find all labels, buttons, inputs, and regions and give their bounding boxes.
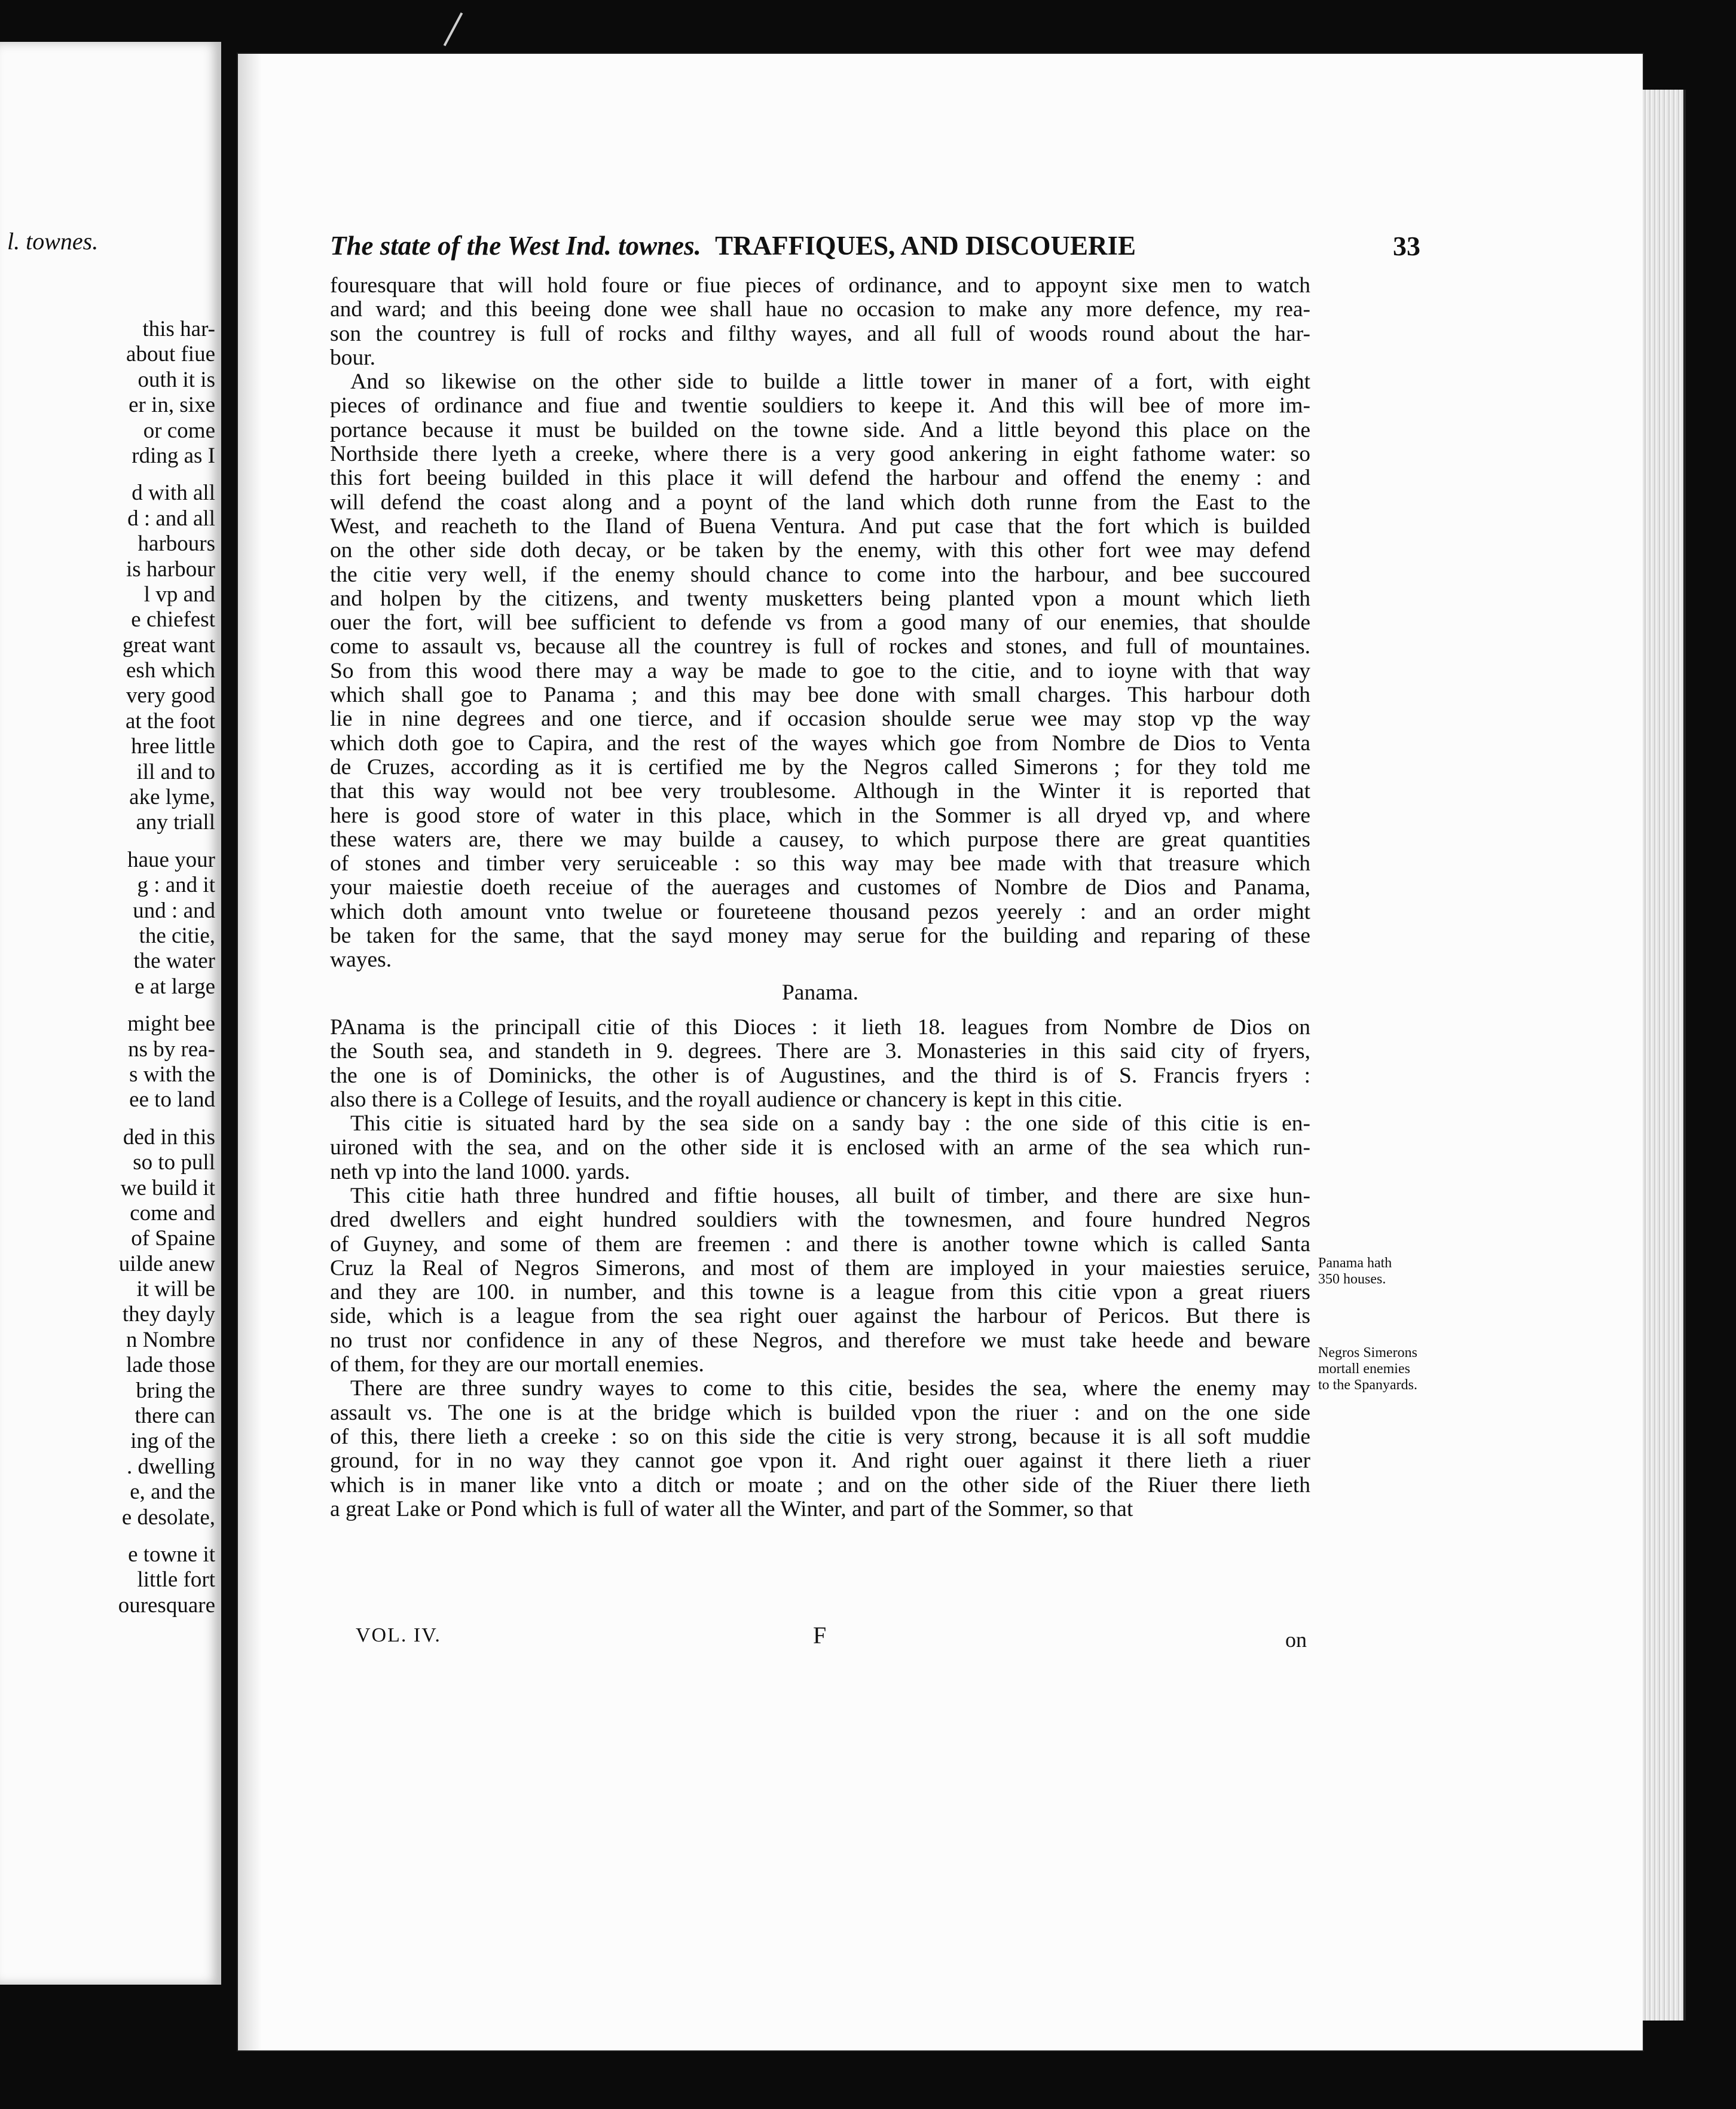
text-line: your maiestie doeth receiue of the auerages and customes of Nombre de Dios and Panama, (330, 875, 1310, 900)
text-line: lie in nine degrees and one tierce, and if occasion shoulde serue wee may stop vp the way (330, 707, 1310, 732)
facing-page-line: they dayly (122, 1302, 215, 1327)
facing-page-line: esh which (126, 658, 215, 683)
text-line: assault vs. The one is at the bridge which is builded vpon the riuer : and on the one side (330, 1400, 1310, 1425)
facing-page-line: e towne it (128, 1542, 215, 1567)
facing-page-line: e, and the (130, 1480, 215, 1505)
facing-page-header: l. townes. (7, 228, 99, 255)
facing-page-line: very good (126, 683, 215, 708)
facing-page-line: e chiefest (131, 607, 215, 632)
footer-signature: F (813, 1622, 827, 1649)
facing-page-line: e at large (135, 974, 215, 999)
text-line: also there is a College of Iesuits, and the royall audience or chancery is kept in this citie. (330, 1087, 1123, 1112)
text-line: of them, for they are our mortall enemies. (330, 1352, 704, 1377)
facing-page-line: ake lyme, (129, 785, 215, 810)
facing-page-line: at the foot (125, 708, 215, 733)
facing-page-line: l vp and (143, 582, 215, 607)
facing-page-line: this har- (142, 317, 215, 341)
text-line: which doth goe to Capira, and the rest of the wayes which goe from Nombre de Dios to Venta (330, 730, 1310, 756)
body-text (330, 274, 1310, 1521)
text-line: on the other side doth decay, or be taken by the enemy, with this other fort wee may defend (330, 538, 1310, 563)
text-line: here is good store of water in this place, which in the Sommer is all dryed vp, and where (330, 803, 1310, 828)
margin-note-line: mortall enemies (1318, 1361, 1410, 1377)
text-line: and ward; and this beeing done wee shall haue no occasion to make any more defence, my rea- (330, 297, 1310, 322)
text-line: de Cruzes, according as it is certified me by the Negros called Simerons ; for they told me (330, 754, 1310, 780)
text-line: these waters are, there we may builde a causey, to which purpose there are great quantities (330, 827, 1310, 852)
text-line: wayes. (330, 947, 392, 973)
facing-page-line: ded in this (123, 1124, 215, 1150)
facing-page-line (0, 1113, 215, 1125)
facing-page-line: . dwelling (127, 1454, 215, 1479)
running-header-title: The state of the West Ind. townes. (330, 231, 701, 261)
facing-page-line: ns by rea- (128, 1037, 215, 1062)
text-line: and holpen by the citizens, and twenty musketters being planted vpon a mount which lieth (330, 586, 1310, 611)
page-edge (1643, 90, 1686, 2021)
facing-page-line: er in, sixe (129, 393, 215, 418)
margin-note-line: Panama hath (1318, 1255, 1392, 1271)
facing-page-line: so to pull (133, 1150, 215, 1175)
facing-page-line: the water (133, 949, 215, 974)
page-number: 33 (1393, 231, 1420, 261)
text-line: which is in maner like vnto a ditch or moate ; and on the other side of the Riuer there lieth (330, 1472, 1310, 1497)
facing-page-line (0, 1000, 215, 1011)
text-line: be taken for the same, that the sayd money may serue for the building and reparing of these (330, 924, 1310, 949)
text-line: side, which is a league from the sea right ouer against the harbour of Pericos. But there is (330, 1304, 1310, 1329)
facing-page-line: haue your (127, 847, 215, 872)
stray-mark (444, 13, 463, 47)
facing-page-line: uilde anew (118, 1251, 215, 1276)
facing-page-line: s with the (129, 1062, 215, 1087)
facing-page-line: ee to land (129, 1087, 215, 1112)
text-line: come to assault vs, because all the countrey is full of rockes and stones, and full of mountaines. (330, 634, 1310, 659)
text-line: will defend the coast along and a poynt of the land which doth runne from the East to the (330, 490, 1310, 515)
footer-catchword: on (1285, 1628, 1307, 1652)
text-line: ground, for in no way they cannot goe vpon it. And right ouer against it there lieth a riuer (330, 1448, 1310, 1474)
facing-page-line (0, 1530, 215, 1542)
text-line: of stones and timber very seruiceable : so this way may bee made with that treasure which (330, 851, 1310, 876)
facing-page (0, 42, 221, 1985)
facing-page-line: d : and all (127, 506, 215, 531)
facing-page-line: of Spaine (131, 1226, 215, 1251)
facing-page-line: ouresquare (118, 1593, 215, 1618)
facing-page-line: we build it (120, 1175, 215, 1200)
facing-page-line: about fiue (126, 342, 215, 367)
text-line: dred dwellers and eight hundred souldiers with the townesmen, and foure hundred Negros (330, 1208, 1310, 1233)
text-line: And so likewise on the other side to builde a little tower in maner of a fort, with eight (350, 369, 1310, 395)
facing-page-line: little fort (137, 1567, 215, 1593)
facing-page-line: harbours (137, 531, 215, 557)
facing-page-line: e desolate, (121, 1505, 215, 1530)
text-line: This citie is situated hard by the sea side on a sandy bay : the one side of this citie is en- (350, 1111, 1310, 1136)
facing-page-line: might bee (127, 1011, 215, 1037)
text-line: of this, there lieth a creeke : so on this side the citie is very strong, because it is all soft muddie (330, 1424, 1310, 1449)
text-line: fouresquare that will hold foure or fiue pieces of ordinance, and to appoynt sixe men to watch (330, 273, 1310, 298)
text-line: the one is of Dominicks, the other is of Augustines, and the third is of S. Francis fryers : (330, 1063, 1310, 1088)
facing-page-line: is harbour (126, 557, 215, 582)
margin-note-line: Negros Simerons (1318, 1345, 1417, 1361)
facing-page-line: lade those (126, 1353, 215, 1378)
text-line: pieces of ordinance and fiue and twentie souldiers to keepe it. And this will bee of more im- (330, 393, 1310, 418)
facing-page-line: the citie, (139, 923, 215, 948)
margin-note-line: to the Spanyards. (1318, 1377, 1417, 1393)
facing-page-line: rding as I (132, 443, 215, 468)
text-line: There are three sundry wayes to come to this citie, besides the sea, where the enemy may (350, 1376, 1310, 1401)
facing-page-line: g : and it (137, 873, 215, 898)
facing-page-line: ing of the (130, 1429, 215, 1454)
facing-page-line: any triall (136, 810, 215, 835)
text-line: ouer the fort, will bee sufficient to defende vs from a good many of our enemies, that shoulde (330, 610, 1310, 635)
text-line: the South sea, and standeth in 9. degrees. There are 3. Monasteries in this said city of fryers, (330, 1039, 1310, 1064)
text-line: So from this wood there may a way be made to goe to the citie, and to ioyne with that way (330, 658, 1310, 683)
text-line: Northside there lyeth a creeke, where there is a very good ankering in eight fathome water: so (330, 442, 1310, 467)
text-line: which doth amount vnto twelue or foureteene thousand pezos yeerely : and an order might (330, 899, 1310, 924)
text-line: neth vp into the land 1000. yards. (330, 1159, 631, 1184)
facing-page-line (0, 836, 215, 848)
text-line: this fort beeing builded in this place it will defend the harbour and offend the enemy : and (330, 466, 1310, 491)
running-header (330, 230, 1406, 261)
facing-page-line: hree little (131, 734, 215, 759)
text-line: West, and reacheth to the Iland of Buena Ventura. And put case that the fort which is builded (330, 514, 1310, 539)
margin-note-panama (1318, 1255, 1438, 1288)
text-line: bour. (330, 345, 376, 370)
text-line: of Guyney, and some of them are freemen : and there is another towne which is called Santa (330, 1231, 1310, 1257)
facing-page-line: ill and to (136, 759, 215, 784)
running-header-caps: TRAFFIQUES, AND DISCOUERIE (715, 231, 1136, 261)
text-line: son the countrey is full of rocks and filthy wayes, and all full of woods round about the har- (330, 321, 1310, 346)
footer-volume: VOL. IV. (356, 1624, 441, 1646)
text-line: and they are 100. in number, and this towne is a league from this citie vpon a great riuers (330, 1280, 1310, 1305)
facing-page-line: d with all (132, 481, 215, 506)
facing-page-line: bring the (136, 1378, 215, 1403)
facing-page-line: n Nombre (126, 1327, 215, 1352)
text-line: the citie very well, if the enemy should chance to come into the harbour, and bee succoured (330, 562, 1310, 587)
text-line: that this way would not bee very troublesome. Although in the Winter it is reported that (330, 779, 1310, 804)
facing-page-line: outh it is (137, 367, 215, 392)
text-line: uironed with the sea, and on the other side it is enclosed with an arme of the sea which run- (330, 1135, 1310, 1160)
section-title: Panama. (781, 980, 859, 1005)
margin-note-line: 350 houses. (1318, 1271, 1386, 1287)
facing-page-line (0, 469, 215, 481)
facing-page-line: or come (143, 418, 215, 443)
facing-page-line: it will be (136, 1277, 215, 1302)
margin-note-negros (1318, 1345, 1438, 1393)
text-line: portance because it must be builded on the towne side. And a little beyond this place on the (330, 417, 1310, 442)
text-line: which shall goe to Panama ; and this may bee done with small charges. This harbour doth (330, 683, 1310, 708)
facing-page-text (0, 317, 215, 1618)
facing-page-line: great want (122, 632, 215, 658)
facing-page-line: come and (130, 1200, 215, 1225)
text-line: PAnama is the principall citie of this Dioces : it lieth 18. leagues from Nombre de Dios on (330, 1014, 1310, 1040)
facing-page-line: und : and (133, 898, 215, 923)
text-line: This citie hath three hundred and fiftie houses, all built of timber, and there are sixe hun- (350, 1183, 1310, 1208)
text-line: no trust nor confidence in any of these Negros, and therefore we must take heede and beware (330, 1328, 1310, 1353)
text-line: a great Lake or Pond which is full of water all the Winter, and part of the Sommer, so that (330, 1496, 1133, 1521)
facing-page-line: there can (135, 1404, 215, 1429)
text-line: Cruz la Real of Negros Simerons, and most of them are imployed in your maiesties seruice, (330, 1255, 1310, 1280)
